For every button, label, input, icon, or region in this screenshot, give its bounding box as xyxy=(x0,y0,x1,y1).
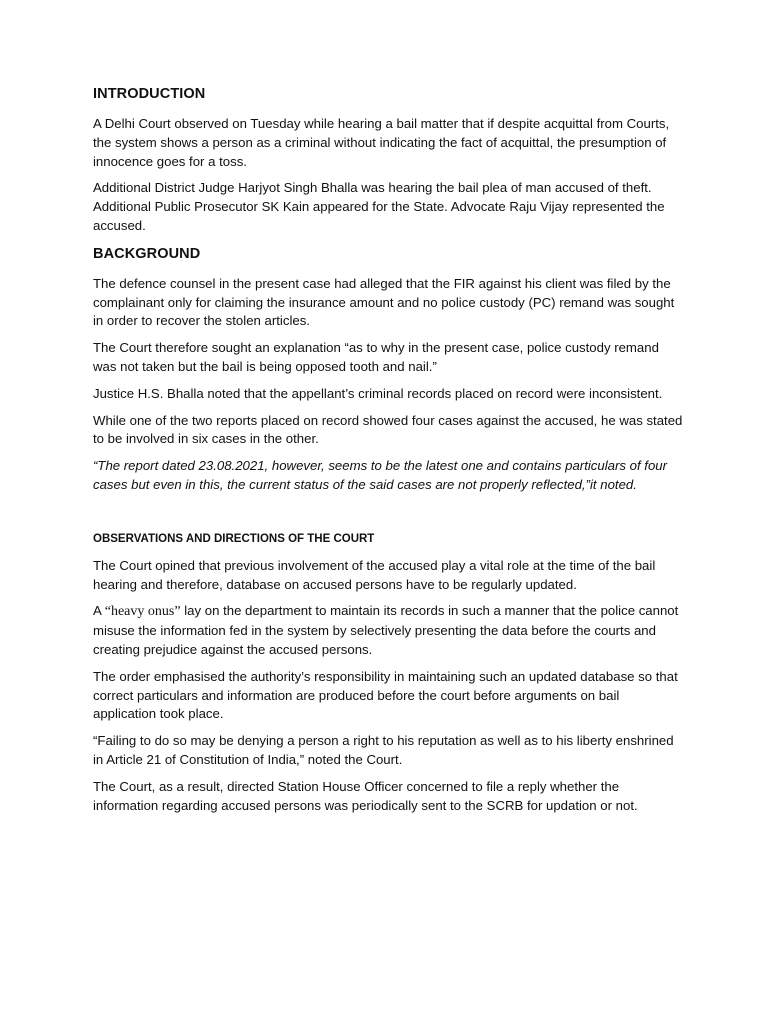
observations-paragraph-4: “Failing to do so may be denying a person a right to his reputation as well as to his liberty enshrined in Article 21 of Constitution of India,” noted the Court. xyxy=(93,733,674,767)
paragraph-lead: A xyxy=(93,603,105,619)
heading-introduction: INTRODUCTION xyxy=(93,86,206,102)
report-quote: “The report dated 23.08.2021, however, seems to be the latest one and contains particulars of four cases but even in this, the current status of the said cases are not properly reflected,” xyxy=(93,458,668,492)
observations-paragraph-2 xyxy=(93,602,683,659)
heavy-onus-quote: “heavy onus” xyxy=(104,604,181,620)
background-paragraph-2: The Court therefore sought an explanation “as to why in the present case, police custody remand was not taken but the bail is being opposed tooth and nail.” xyxy=(93,340,659,374)
paragraph-rest: lay on the department to maintain its records in such a manner that the police cannot misuse the information fed in the system by selectively presenting the data before the courts and creating prejudice against the accused persons. xyxy=(93,603,679,657)
intro-paragraph-1: A Delhi Court observed on Tuesday while hearing a bail matter that if despite acquittal from Courts, the system shows a person as a criminal without indicating the fact of acquittal, the presumption of innocence goes for a toss. xyxy=(93,116,670,169)
background-paragraph-3: Justice H.S. Bhalla noted that the appellant’s criminal records placed on record were inconsistent. xyxy=(93,385,663,401)
observations-paragraph-3: The order emphasised the authority’s responsibility in maintaining such an updated database so that correct particulars and information are produced before the court before arguments on bail application took place. xyxy=(93,668,678,722)
observations-paragraph-5: The Court, as a result, directed Station House Officer concerned to file a reply whether the information regarding accused persons was periodically sent to the SCRB for updation or not. xyxy=(93,778,638,813)
background-paragraph-4: While one of the two reports placed on record showed four cases against the accused, he was stated to be involved in six cases in the other. xyxy=(93,412,683,447)
section-spacer xyxy=(93,503,683,531)
observations-paragraph-1: The Court opined that previous involvement of the accused play a vital role at the time of the bail hearing and therefore, database on accused persons have to be regularly updated. xyxy=(93,557,656,592)
intro-paragraph-2: Additional District Judge Harjyot Singh Bhalla was hearing the bail plea of man accused of theft. Additional Public Prosecutor SK Kain appeared for the State. Advocate Raju Vijay represented the accused. xyxy=(93,180,665,233)
heading-observations: OBSERVATIONS AND DIRECTIONS OF THE COURT xyxy=(93,532,375,545)
background-paragraph-1: The defence counsel in the present case had alleged that the FIR against his client was filed by the complainant only for claiming the insurance amount and no police custody (PC) remand was sought in order to recover the stolen articles. xyxy=(93,275,675,329)
heading-background: BACKGROUND xyxy=(93,245,201,262)
document-page xyxy=(93,84,683,823)
quote-attribution: it noted. xyxy=(590,476,637,492)
background-paragraph-5 xyxy=(93,457,683,495)
